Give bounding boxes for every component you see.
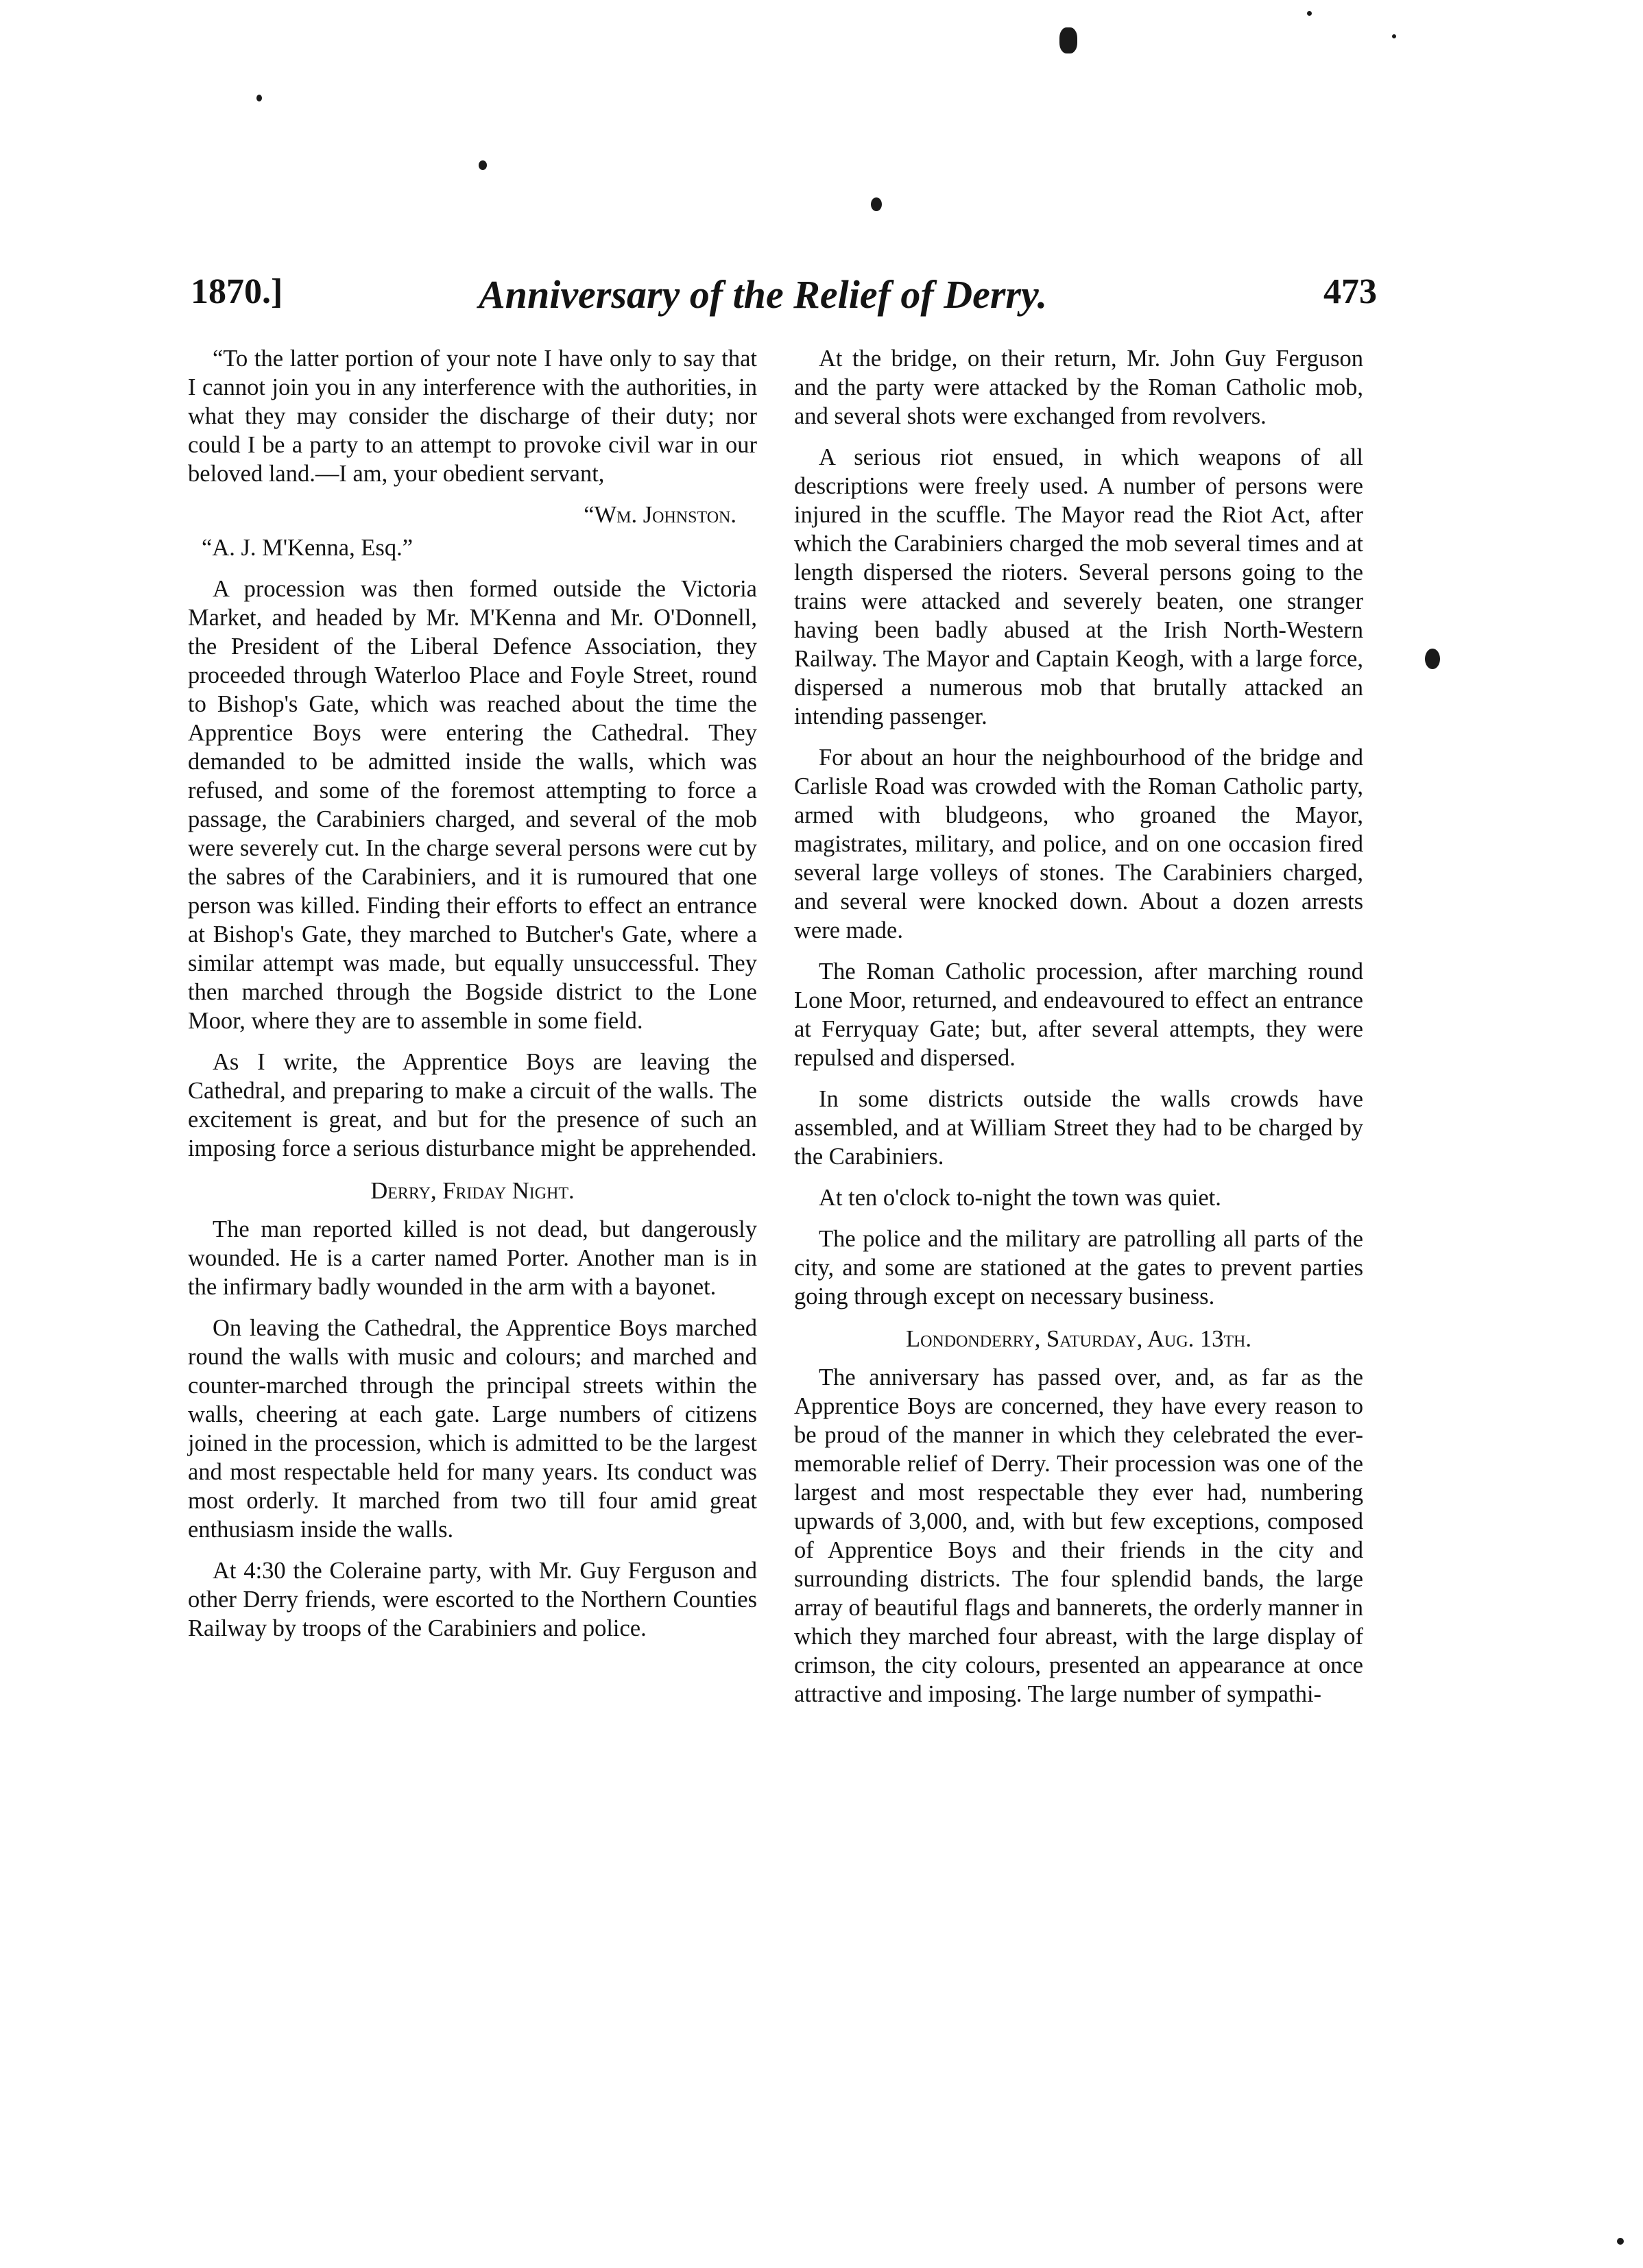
paragraph: For about an hour the neighbourhood of the bridge and Carlisle Road was crowded with the Roman Catholic party, armed with bludgeons, who groaned the Mayor, magistrates, military, and police, and on one occasion fired several large volleys of stones. The Carabiniers charged, and several were knocked down. About a dozen arrests were made. bbox=[794, 745, 1363, 943]
scan-speck bbox=[479, 160, 487, 170]
scan-speck bbox=[871, 197, 882, 211]
paragraph: The man reported killed is not dead, but dangerously wounded. He is a carter named Porter. Another man is in the infirmary badly wounded in the arm with a bayonet. bbox=[188, 1216, 757, 1300]
paragraph: The police and the military are patrolling all parts of the city, and some are stationed at the gates to prevent parties going through except on necessary business. bbox=[794, 1226, 1363, 1310]
page-number: 473 bbox=[1323, 272, 1377, 311]
running-title: Anniversary of the Relief of Derry. bbox=[479, 272, 1048, 317]
right-column bbox=[794, 344, 1363, 1721]
letter-signature: “Wm. Johnston. bbox=[584, 502, 736, 528]
dateline: Derry, Friday Night. bbox=[370, 1178, 575, 1204]
paragraph: As I write, the Apprentice Boys are leaving the Cathedral, and preparing to make a circuit of the walls. The excitement is great, and but for the presence of such an imposing force a serious disturbance might be apprehended. bbox=[188, 1049, 757, 1161]
scan-speck bbox=[1392, 34, 1396, 38]
page-header bbox=[191, 272, 1377, 326]
paragraph: A serious riot ensued, in which weapons of all descriptions were freely used. A number of persons were injured in the scuffle. The Mayor read the Riot Act, after which the Carabiniers charged the mob several times and at length dispersed the rioters. Several persons going to the trains were attacked and severely beaten, one stranger having been badly abused at the Irish North-Western Railway. The Mayor and Captain Keogh, with a large force, dispersed a numerous mob that brutally attacked an intending passenger. bbox=[794, 444, 1363, 729]
paragraph: A procession was then formed outside the Victoria Market, and headed by Mr. M'Kenna and Mr. O'Donnell, the President of the Liberal Defence Association, they proceeded through Waterloo Place and Foyle Street, round to Bishop's Gate, which was reached about the time the Apprentice Boys were entering the Cathedral. They demanded to be admitted inside the walls, which was refused, and some of the foremost attempting to force a passage, the Carabiniers charged, and several of the mob were severely cut. In the charge several persons were cut by the sabres of the Carabiniers, and it is rumoured that one person was killed. Finding their efforts to effect an entrance at Bishop's Gate, they marched to Butcher's Gate, where a similar attempt was made, but equally unsuccessful. They then marched through the Bogside district to the Lone Moor, where they are to assemble in some field. bbox=[188, 576, 757, 1034]
paragraph: At 4:30 the Coleraine party, with Mr. Guy Ferguson and other Derry friends, were escorted to the Northern Counties Railway by troops of the Carabiniers and police. bbox=[188, 1558, 757, 1641]
scan-speck bbox=[256, 95, 262, 101]
paragraph: In some districts outside the walls crowds have assembled, and at William Street they had to be charged by the Carabiniers. bbox=[794, 1086, 1363, 1170]
paragraph: At ten o'clock to-night the town was quiet. bbox=[819, 1185, 1221, 1211]
dateline: Londonderry, Saturday, Aug. 13th. bbox=[906, 1326, 1251, 1352]
scan-speck bbox=[1059, 27, 1077, 53]
scan-speck bbox=[1307, 11, 1312, 16]
scan-speck bbox=[1617, 2238, 1624, 2245]
paragraph: At the bridge, on their return, Mr. John Guy Ferguson and the party were attacked by the Roman Catholic mob, and several shots were exchanged from revolvers. bbox=[794, 346, 1363, 429]
paragraph: The Roman Catholic procession, after marching round Lone Moor, returned, and endeavoured to effect an entrance at Ferryquay Gate; but, after several attempts, they were repulsed and dispersed. bbox=[794, 958, 1363, 1071]
header-year: 1870.] bbox=[191, 272, 283, 311]
paragraph: On leaving the Cathedral, the Apprentice Boys marched round the walls with music and colours; and marched and counter-marched through the principal streets within the walls, cheering at each gate. Large numbers of citizens joined in the procession, which is admitted to be the largest and most respectable held for many years. Its conduct was most orderly. It marched from two till four amid great enthusiasm inside the walls. bbox=[188, 1315, 757, 1543]
scan-speck bbox=[1425, 649, 1440, 669]
paragraph: “To the latter portion of your note I have only to say that I cannot join you in any interference with the authorities, in what they may consider the discharge of their duty; nor could I be a party to an attempt to provoke civil war in our beloved land.—I am, your obedient servant, bbox=[188, 346, 757, 487]
left-column bbox=[188, 344, 757, 1655]
letter-addressee: “A. J. M'Kenna, Esq.” bbox=[202, 535, 413, 561]
paragraph: The anniversary has passed over, and, as far as the Apprentice Boys are concerned, they have every reason to be proud of the manner in which they celebrated the ever-memorable relief of Derry. Their procession was one of the largest and most respectable they ever had, numbering upwards of 3,000, and, with but few exceptions, composed of Apprentice Boys and their friends in the city and surrounding districts. The four splendid bands, the large array of beautiful flags and bannerets, the orderly manner in which they marched four abreast, with the large display of crimson, the city colours, presented an appearance at once attractive and imposing. The large number of sympathi- bbox=[794, 1364, 1363, 1707]
